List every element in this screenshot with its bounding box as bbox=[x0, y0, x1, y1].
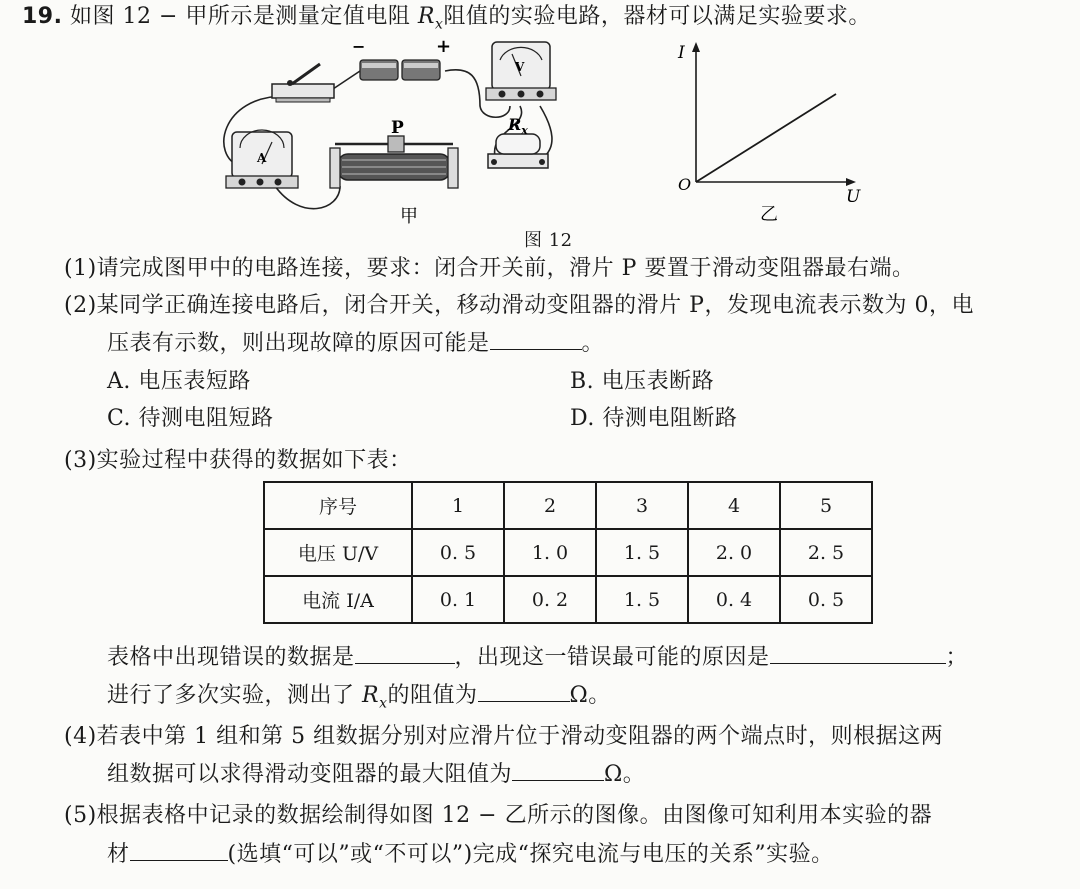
table-header-label: 序号 bbox=[264, 482, 412, 529]
option-a: A. 电压表短路 bbox=[107, 369, 251, 394]
resistor-label: R bbox=[508, 115, 522, 134]
table-cell: 1. 0 bbox=[504, 529, 596, 576]
answer-blank-3b[interactable] bbox=[770, 643, 946, 664]
part-2-line-1: (2)某同学正确连接电路后，闭合开关，移动滑动变阻器的滑片 P，发现电流表示数为 0，电 bbox=[64, 293, 974, 318]
question-stem: 19. 如图 12 − 甲所示是测量定值电阻 $R_x$阻值的实验电路，器材可以满足实验要求。 bbox=[22, 4, 871, 33]
table-cell: 0. 2 bbox=[504, 576, 596, 623]
part-2-line-2: 压表有示数，则出现故障的原因可能是 。 bbox=[107, 331, 605, 356]
table-cell: 2. 5 bbox=[780, 529, 872, 576]
answer-blank-5[interactable] bbox=[130, 840, 228, 861]
graph-y-label: I bbox=[678, 43, 685, 63]
part-5-line-2: 材 (选填“可以”或“不可以”)完成“探究电流与电压的关系”实验。 bbox=[107, 842, 834, 867]
ammeter-icon bbox=[226, 130, 298, 188]
switch-icon bbox=[272, 64, 334, 102]
part-3-after-line-1: 表格中出现错误的数据是 ，出现这一错误最可能的原因是 ； bbox=[107, 645, 969, 670]
table-cell: 2. 0 bbox=[688, 529, 780, 576]
svg-text:Rx bbox=[507, 115, 528, 137]
voltmeter-icon bbox=[486, 42, 556, 100]
voltmeter-label: V bbox=[515, 60, 525, 74]
table-row-header bbox=[264, 482, 872, 529]
battery-minus-label: − bbox=[352, 37, 366, 56]
graph-x-label: U bbox=[846, 187, 861, 207]
resistor-sub: x bbox=[521, 124, 528, 137]
table-cell: 0. 4 bbox=[688, 576, 780, 623]
table-row-label: 电流 I/A bbox=[264, 576, 412, 623]
table-cell: 0. 1 bbox=[412, 576, 504, 623]
table-cell: 5 bbox=[780, 482, 872, 529]
circuit-figure bbox=[210, 36, 580, 236]
graph-origin-label: O bbox=[678, 175, 692, 194]
figure-right-label: 乙 bbox=[760, 204, 778, 225]
table-cell: 3 bbox=[596, 482, 688, 529]
option-b: B. 电压表断路 bbox=[570, 369, 715, 394]
answer-blank-4[interactable] bbox=[512, 760, 604, 781]
table-cell: 1. 5 bbox=[596, 529, 688, 576]
answer-blank-2[interactable] bbox=[490, 329, 582, 350]
part-4-line-1: (4)若表中第 1 组和第 5 组数据分别对应滑片位于滑动变阻器的两个端点时，则根据这两 bbox=[64, 724, 944, 749]
part-5-line-1: (5)根据表格中记录的数据绘制得如图 12 − 乙所示的图像。由图像可知利用本实验的器 bbox=[64, 803, 933, 828]
question-number: 19. bbox=[22, 4, 63, 29]
rheostat-icon bbox=[330, 118, 458, 188]
table-row-voltage bbox=[264, 529, 872, 576]
data-table bbox=[263, 481, 873, 624]
resistor-icon bbox=[488, 115, 548, 168]
part-1: (1)请完成图甲中的电路连接，要求：闭合开关前，滑片 P 要置于滑动变阻器最右端。 bbox=[64, 256, 915, 281]
part-3-after-line-2: 进行了多次实验，测出了 $R_x$的阻值为 Ω。 bbox=[107, 683, 611, 712]
graph-line bbox=[696, 94, 836, 182]
slider-label: P bbox=[391, 118, 404, 138]
part-3: (3)实验过程中获得的数据如下表： bbox=[64, 448, 412, 473]
option-d: D. 待测电阻断路 bbox=[570, 406, 738, 431]
figure-left-label: 甲 bbox=[400, 206, 418, 227]
battery-icon bbox=[352, 36, 451, 80]
answer-blank-3c[interactable] bbox=[478, 681, 570, 702]
table-cell: 0. 5 bbox=[412, 529, 504, 576]
iu-graph bbox=[670, 36, 870, 226]
battery-plus-label: + bbox=[436, 36, 452, 57]
table-cell: 1 bbox=[412, 482, 504, 529]
table-row-current bbox=[264, 576, 872, 623]
table-row-label: 电压 U/V bbox=[264, 529, 412, 576]
part-4-line-2: 组数据可以求得滑动变阻器的最大阻值为 Ω。 bbox=[107, 762, 646, 787]
table-cell: 2 bbox=[504, 482, 596, 529]
table-cell: 0. 5 bbox=[780, 576, 872, 623]
ammeter-label: A bbox=[257, 151, 267, 165]
figure-caption: 图 12 bbox=[524, 230, 573, 251]
table-cell: 1. 5 bbox=[596, 576, 688, 623]
answer-blank-3a[interactable] bbox=[355, 643, 455, 664]
option-c: C. 待测电阻短路 bbox=[107, 406, 274, 431]
table-cell: 4 bbox=[688, 482, 780, 529]
